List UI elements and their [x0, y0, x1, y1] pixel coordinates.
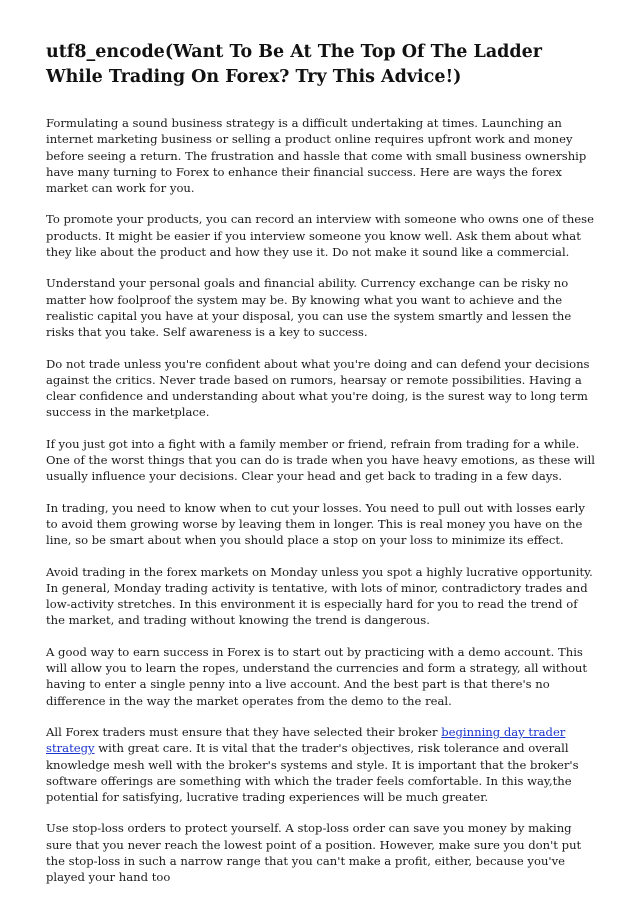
document-page [46, 40, 595, 901]
paragraph-interview: To promote your products, you can record an interview with someone who owns one of these products. It might be easier if you interview someone you know well. Ask them about what they like about the product and how they use it. Do not make it sound like a commercial. [46, 212, 594, 260]
paragraph-goals: Understand your personal goals and financial ability. Currency exchange can be risky no matter how foolproof the system may be. By knowing what you want to achieve and the realistic capital you have at your disposal, you can use the system smartly and lessen the risks that you take. Self awareness is a key to success. [46, 276, 572, 340]
paragraph-intro: Formulating a sound business strategy is a difficult undertaking at times. Launching an internet marketing business or selling a product online requires upfront work and money before seeing a return. The frustration and hassle that come with small business ownership have many turning to Forex to enhance their financial success. Here are ways the forex market can work for you. [46, 116, 587, 196]
broker-text-before: All Forex traders must ensure that they have selected their broker [46, 724, 442, 739]
paragraph-monday: Avoid trading in the forex markets on Monday unless you spot a highly lucrative opportunity. In general, Monday trading activity is tentative, with lots of minor, contradictory trades and low-activity stretches. In this environment it is especially hard for you to read the trend of the market, and trading without knowing the trend is dangerous. [46, 564, 593, 628]
paragraph-confidence: Do not trade unless you're confident about what you're doing and can defend your decisions against the critics. Never trade based on rumors, hearsay or remote possibilities. Having a clear confidence and understanding about what you're doing, is the surest way to long term success in the marketplace. [46, 356, 590, 420]
paragraph-broker [46, 724, 595, 805]
paragraph-demo-account: A good way to earn success in Forex is to start out by practicing with a demo account. This will allow you to learn the ropes, understand the currencies and form a strategy, all without having to enter a single penny into a live account. And the best part is that there's no difference in the way the market operates from the demo to the real. [46, 644, 588, 708]
paragraph-stop-loss: Use stop-loss orders to protect yourself. A stop-loss order can save you money by making sure that you never reach the lowest point of a position. However, make sure you don't put the stop-loss in such a narrow range that you can't make a profit, either, because you've played your hand too [46, 821, 582, 885]
document-title: utf8_encode(Want To Be At The Top Of The Ladder While Trading On Forex? Try This Advice!) [46, 42, 543, 87]
broker-link[interactable]: beginning day trader strategy [46, 724, 566, 756]
paragraph-emotions: If you just got into a fight with a family member or friend, refrain from trading for a while. One of the worst things that you can do is trade when you have heavy emotions, as these will usually influence your decisions. Clear your head and get back to trading in a few days. [46, 436, 596, 484]
broker-text-after: with great care. It is vital that the trader's objectives, risk tolerance and overall knowledge mesh well with the broker's systems and style. It is important that the broker's software offerings are something with which the trader feels comfortable. In this way,the potential for satisfying, lucrative trading experiences will be much greater. [46, 741, 579, 805]
paragraph-losses: In trading, you need to know when to cut your losses. You need to pull out with losses early to avoid them growing worse by leaving them in longer. This is real money you have on the line, so be smart about when you should place a stop on your loss to minimize its effect. [46, 500, 585, 548]
